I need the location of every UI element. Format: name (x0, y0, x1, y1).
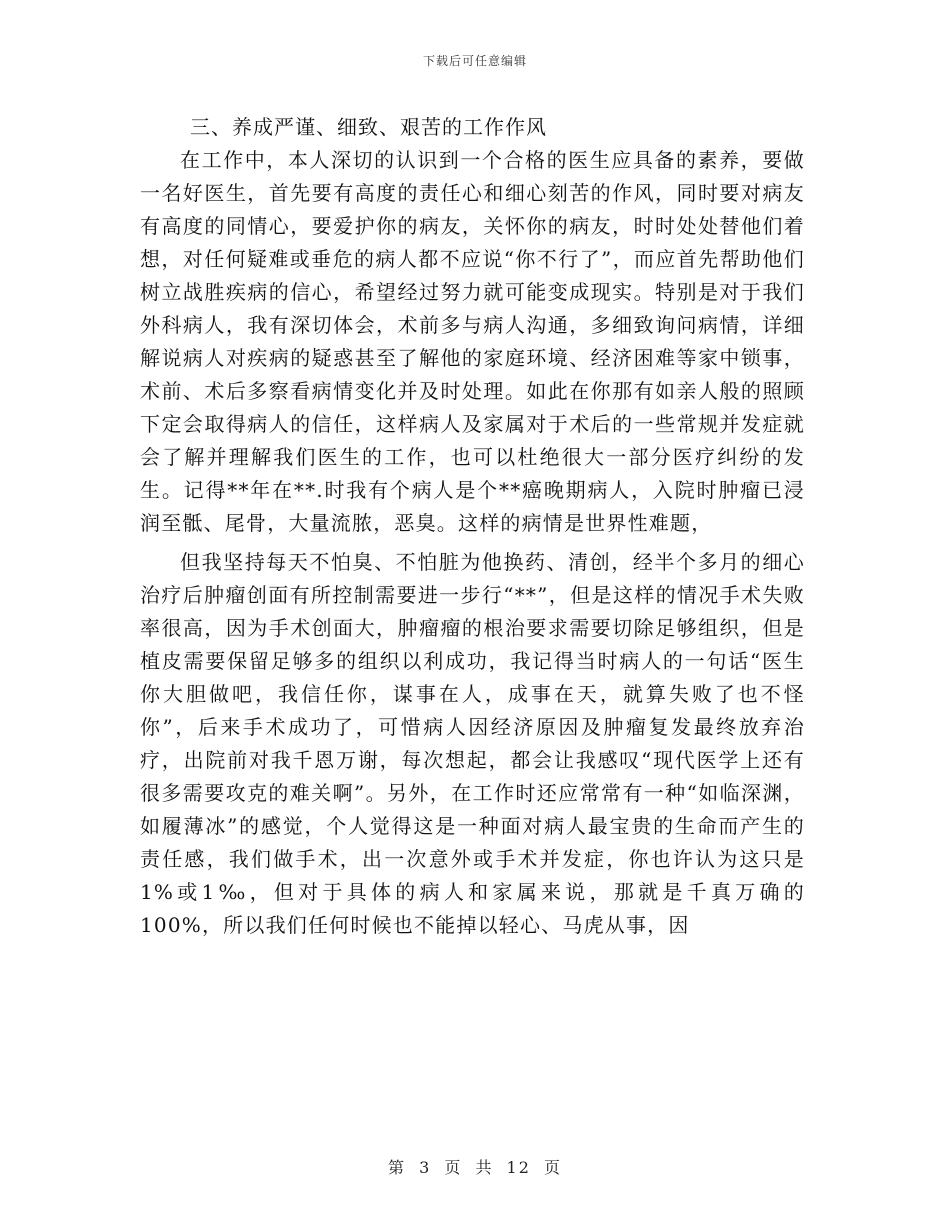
page-header-note: 下载后可任意编辑 (422, 54, 527, 68)
page-number-footer: 第 3 页 共 12 页 (388, 1158, 562, 1177)
paragraph-1: 在工作中，本人深切的认识到一个合格的医生应具备的素养，要做一名好医生，首先要有高度的责任心和细心刻苦的作风，同时要对病友有高度的同情心，要爱护你的病友，关怀你的病友，时时处处替他们着想，对任何疑难或垂危的病人都不应说“你不行了”，而应首先帮助他们树立战胜疾病的信心，希望经过努力就可能变成现实。特别是对于我们外科病人，我有深切体会，术前多与病人沟通，多细致询问病情，详细解说病人对疾病的疑惑甚至了解他的家庭环境、经济困难等家中锁事，术前、术后多察看病情变化并及时处理。如此在你那有如亲人般的照顾下定会取得病人的信任，这样病人及家属对于术后的一些常规并发症就会了解并理解我们医生的工作，也可以杜绝很大一部分医疗纠纷的发生。记得**年在**.时我有个病人是个**癌晚期病人，入院时肿瘤已浸润至骶、尾骨，大量流脓，恶臭。这样的病情是世界性难题， (140, 148, 805, 535)
section-heading: 三、养成严谨、细致、艰苦的工作作风 (190, 115, 547, 139)
paragraph-2: 但我坚持每天不怕臭、不怕脏为他换药、清创，经半个多月的细心治疗后肿瘤创面有所控制需要进一步行“**”，但是这样的情况手术失败率很高，因为手术创面大，肿瘤瘤的根治要求需要切除足够组织，但是植皮需要保留足够多的组织以利成功，我记得当时病人的一句话“医生你大胆做吧，我信任你，谋事在人，成事在天，就算失败了也不怪你”，后来手术成功了，可惜病人因经济原因及肿瘤复发最终放弃治疗，出院前对我千恩万谢，每次想起，都会让我感叹“现代医学上还有很多需要攻克的难关啊”。另外，在工作时还应常常有一种“如临深渊，如履薄冰”的感觉，个人觉得这是一种面对病人最宝贵的生命而产生的责任感，我们做手术，出一次意外或手术并发症，你也许认为这只是1%或1‰，但对于具体的病人和家属来说，那就是千真万确的100%，所以我们任何时候也不能掉以轻心、马虎从事，因 (140, 550, 805, 937)
document-body (140, 110, 805, 946)
